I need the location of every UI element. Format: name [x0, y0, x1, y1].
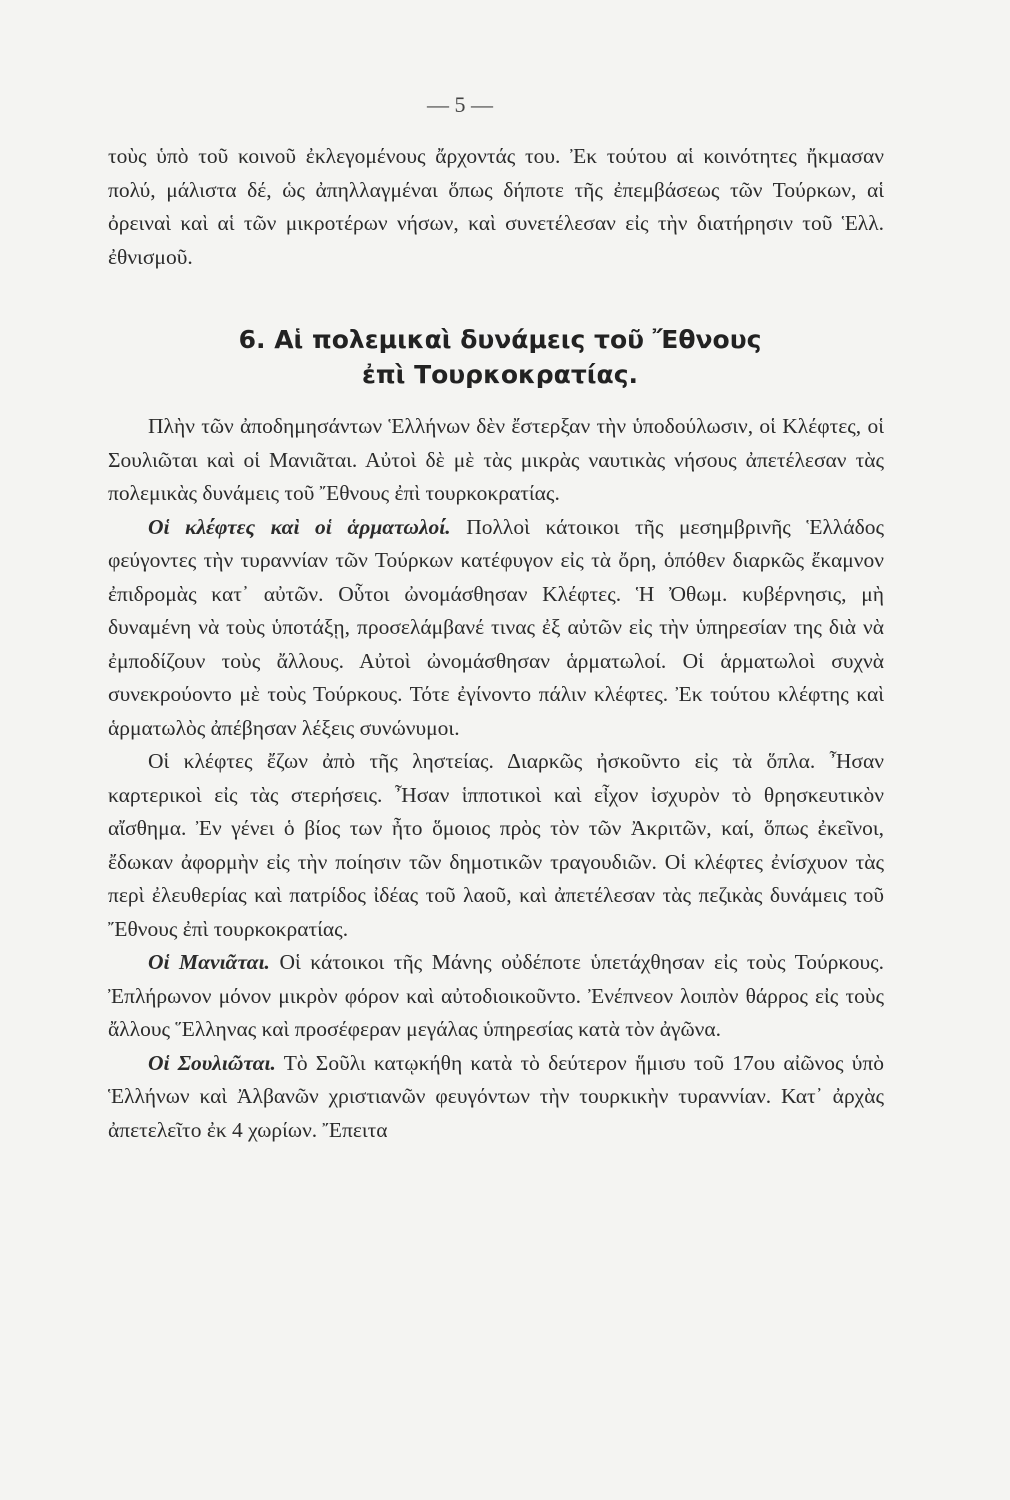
maniates-text: Οἱ κάτοικοι τῆς Μάνης οὐδέποτε ὑπετάχθησαν εἰς τοὺς Τούρκους. Ἐπλήρωνον μόνον μικρὸν φόρον καὶ αὐτοδιοικοῦντο. Ἐνέπνεον λοιπὸν θάρρος εἰς τοὺς ἄλλους Ἕλληνας καὶ προσέφεραν μεγάλας ὑπηρεσίας κατὰ τὸν ἀγῶνα. [108, 950, 885, 1041]
intro-paragraph: τοὺς ὑπὸ τοῦ κοινοῦ ἐκλεγομένους ἄρχοντάς του. Ἐκ τούτου αἱ κοινότητες ἤκμασαν πολύ, μάλιστα δέ, ὡς ἀπηλλαγμέναι ὅπως δήποτε τῆς ἐπεμβάσεως τῶν Τούρκων, αἱ ὀρειναὶ καὶ αἱ τῶν μικροτέρων νήσων, καὶ συνετέλεσαν εἰς τὴν διατήρησιν τοῦ Ἑλλ. ἐθνισμοῦ. [108, 144, 884, 269]
klephts-lead: Οἱ κλέφτες καὶ οἱ ἁρματωλοί. [148, 514, 451, 539]
souliotes-paragraph [108, 1047, 884, 1148]
main-text-block [108, 410, 884, 1147]
section-heading-line1: 6. Αἱ πολεμικαὶ δυνάμεις τοῦ Ἔθνους [238, 325, 762, 354]
section-heading-line2: ἐπὶ Τουρκοκρατίας. [361, 360, 639, 389]
souliotes-text: Τὸ Σοῦλι κατῳκήθη κατὰ τὸ δεύτερον ἥμισυ τοῦ 17ου αἰῶνος ὑπὸ Ἑλλήνων καὶ Ἀλβανῶν χριστιανῶν φευγόντων τὴν τουρκικὴν τυραννίαν. Κατ᾽ ἀρχὰς ἀπετελεῖτο ἐκ 4 χωρίων. Ἔπειτα [108, 1050, 884, 1142]
section-intro-paragraph: Πλὴν τῶν ἀποδημησάντων Ἑλλήνων δὲν ἔστερξαν τὴν ὑποδούλωσιν, οἱ Κλέφτες, οἱ Σουλιῶται καὶ οἱ Μανιᾶται. Αὐτοὶ δὲ μὲ τὰς μικρὰς ναυτικὰς νήσους ἀπετέλεσαν τὰς πολεμικὰς δυνάμεις τοῦ Ἔθνους ἐπὶ τουρκοκρατίας. [108, 414, 884, 505]
klephts-paragraph-2: Οἱ κλέφτες ἔζων ἀπὸ τῆς ληστείας. Διαρκῶς ἠσκοῦντο εἰς τὰ ὅπλα. Ἦσαν καρτερικοὶ εἰς τὰς στερήσεις. Ἦσαν ἱπποτικοὶ καὶ εἶχον ἰσχυρὸν τὸ θρησκευτικὸν αἴσθημα. Ἐν γένει ὁ βίος των ἦτο ὅμοιος πρὸς τὸν τῶν Ἀκριτῶν, καί, ὅπως ἐκεῖνοι, ἔδωκαν ἀφορμὴν εἰς τὴν ποίησιν τῶν δημοτικῶν τραγουδιῶν. Οἱ κλέφτες ἐνίσχυον τὰς περὶ ἐλευθερίας καὶ πατρίδος ἰδέας τοῦ λαοῦ, καὶ ἀπετέλεσαν τὰς πεζικὰς δυνάμεις τοῦ Ἔθνους ἐπὶ τουρκοκρατίας. [108, 749, 884, 941]
intro-text-block [108, 140, 884, 274]
klephts-paragraph [108, 511, 884, 746]
souliotes-lead: Οἱ Σουλιῶται. [148, 1050, 276, 1075]
klephts-text: Πολλοὶ κάτοικοι τῆς μεσημβρινῆς Ἑλλάδος φεύγοντες τὴν τυραννίαν τῶν Τούρκων κατέφυγον εἰς τὰ ὄρη, ὁπόθεν διαρκῶς ἔκαμνον ἐπιδρομὰς κατ᾽ αὐτῶν. Οὗτοι ὠνομάσθησαν Κλέφτες. Ἡ Ὀθωμ. κυβέρνησις, μὴ δυναμένη νὰ τοὺς ὑποτάξῃ, προσελάμβανέ τινας ἐξ αὐτῶν εἰς τὴν ὑπηρεσίαν της διὰ νὰ ἐμποδίζουν τοὺς ἄλλους. Αὐτοὶ ὠνομάσθησαν ἁρματωλοί. Οἱ ἁρματωλοὶ συχνὰ συνεκρούοντο μὲ τοὺς Τούρκους. Τότε ἐγίνοντο πάλιν κλέφτες. Ἐκ τούτου κλέφτης καὶ ἁρματωλὸς ἀπέβησαν λέξεις συνώνυμοι. [108, 514, 884, 740]
maniates-lead: Οἱ Μανιᾶται. [148, 950, 270, 974]
page-number: — 5 — [427, 92, 493, 117]
maniates-paragraph [108, 946, 884, 1047]
